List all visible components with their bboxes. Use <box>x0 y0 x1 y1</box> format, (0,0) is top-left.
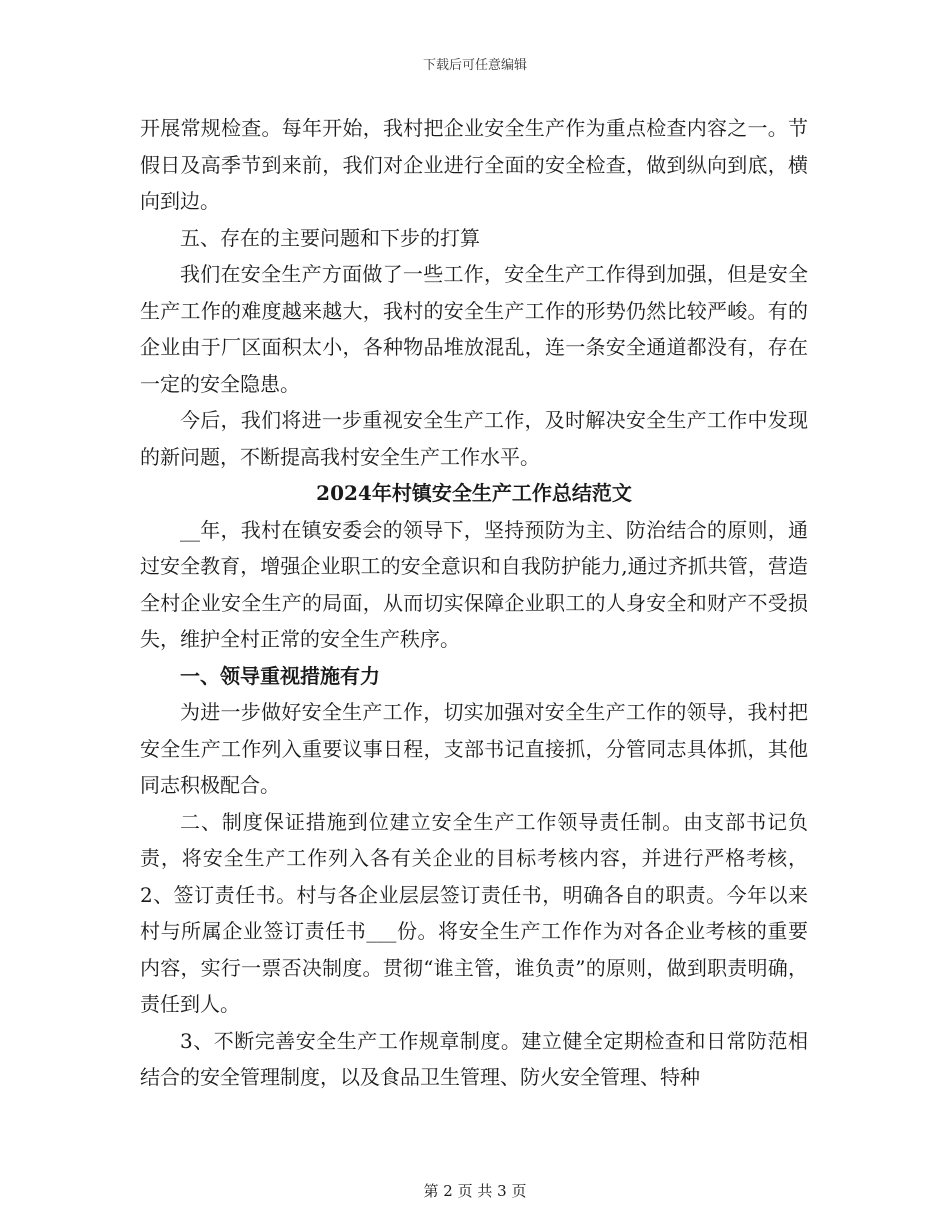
paragraph-regulations: 3、不断完善安全生产工作规章制度。建立健全定期检查和日常防范相结合的安全管理制度，以及食品卫生管理、防火安全管理、特种 <box>140 1028 808 1089</box>
paragraph-leadership: 为进一步做好安全生产工作，切实加强对安全生产工作的领导，我村把安全生产工作列入重要议事日程，支部书记直接抓，分管同志具体抓，其他同志积极配合。 <box>140 700 808 797</box>
paragraph-problems: 我们在安全生产方面做了一些工作，安全生产工作得到加强，但是安全生产工作的难度越来越大，我村的安全生产工作的形势仍然比较严峻。有的企业由于厂区面积太小，各种物品堆放混乱，连一条安全通道都没有，存在一定的安全隐患。 <box>140 262 808 396</box>
paragraph-inspection: 开展常规检查。每年开始，我村把企业安全生产作为重点检查内容之一。节假日及高季节到来前，我们对企业进行全面的安全检查，做到纵向到底，横向到边。 <box>140 116 808 213</box>
paragraph-future: 今后，我们将进一步重视安全生产工作，及时解决安全生产工作中发现的新问题，不断提高我村安全生产工作水平。 <box>140 408 808 469</box>
section-title: 2024年村镇安全生产工作总结范文 <box>316 481 632 505</box>
header-note: 下载后可任意编辑 <box>422 58 527 73</box>
heading-problems-plans: 五、存在的主要问题和下步的打算 <box>180 225 480 250</box>
page-number: 第 2 页 共 3 页 <box>423 1182 527 1200</box>
heading-leadership: 一、领导重视措施有力 <box>180 663 380 688</box>
document-body <box>140 110 808 1096</box>
paragraph-responsibility: 二、制度保证措施到位建立安全生产工作领导责任制。由支部书记负责，将安全生产工作列入各有关企业的目标考核内容，并进行严格考核，2、签订责任书。村与各企业层层签订责任书，明确各自的职责。今年以来村与所属企业签订责任书___份。将安全生产工作作为对各企业考核的重要内容，实行一票否决制度。贯彻“谁主管，谁负责”的原则，做到职责明确，责任到人。 <box>140 809 808 1016</box>
paragraph-intro: __年，我村在镇安委会的领导下，坚持预防为主、防治结合的原则，通过安全教育，增强企业职工的安全意识和自我防护能力,通过齐抓共管，营造全村企业安全生产的局面，从而切实保障企业职工的人身安全和财产不受损失，维护全村正常的安全生产秩序。 <box>140 517 808 651</box>
